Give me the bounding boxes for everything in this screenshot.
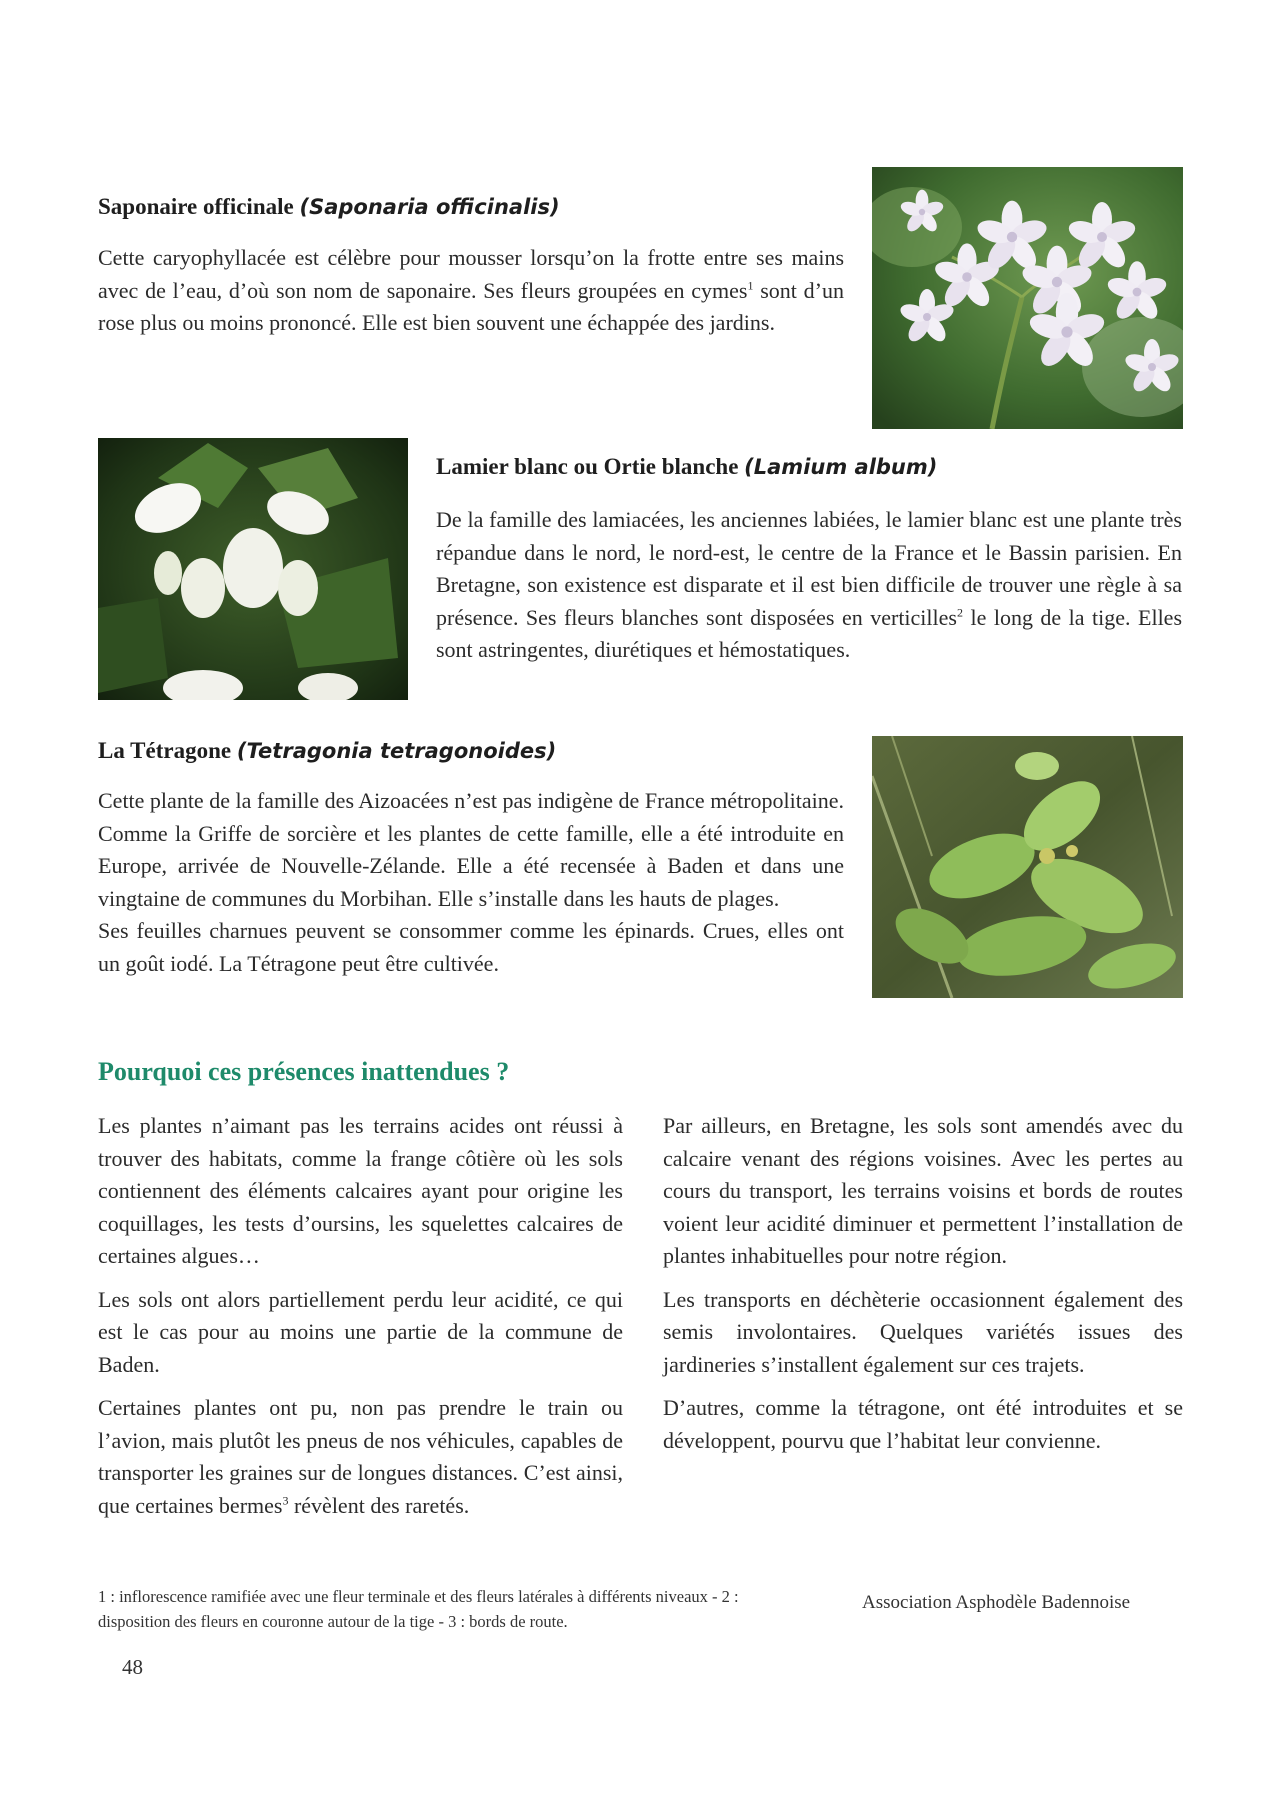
lamier-text-b: le long de la tige. Elles sont astringentes, diurétiques et hémostatiques. [436, 604, 1183, 662]
saponaire-text-b: sont d’un rose plus ou moins prononcé. Elle est bien souvent une échappée des jardins. [98, 277, 845, 335]
left-paragraph-3-text-b: révèlent des raretés. [288, 1492, 470, 1518]
tetragone-paragraph-2: Ses feuilles charnues peuvent se consommer comme les épinards. Crues, elles ont un goût iodé. La Tétragone peut être cultivée. [98, 918, 844, 976]
tetragone-paragraph-1: Cette plante de la famille des Aizoacées n’est pas indigène de France métropolitaine. Comme la Griffe de sorcière et les plantes de cette famille, elle a été introduite en Europe, arrivée de Nouvelle-Zélande. Elle a été recensée à Baden et dans une vingtaine de communes du Morbihan. Elle s’installe dans les hauts de plages. [98, 788, 844, 911]
footnote-ref-2: 2 [956, 605, 963, 620]
saponaire-title: Saponaire officinale [98, 194, 300, 219]
association-name: Association Asphodèle Badennoise [862, 1592, 1131, 1613]
lamier-heading [436, 454, 937, 480]
left-column [98, 1110, 623, 1533]
saponaire-photo [872, 167, 1183, 429]
right-column [663, 1110, 1183, 1468]
tetragone-photo [872, 736, 1183, 998]
right-paragraph-1: Par ailleurs, en Bretagne, les sols sont amendés avec du calcaire venant des régions voisines. Avec les pertes au cours du transport, les terrains voisins et bords de routes voient leur acidité diminuer et permettent l’installation de plantes inhabituelles pour notre région. [663, 1113, 1183, 1268]
tetragone-latin-name: (Tetragonia tetragonoides) [236, 739, 557, 763]
lamier-latin-name: (Lamium album) [744, 455, 938, 479]
left-paragraph-3-text-a: Certaines plantes ont pu, non pas prendre le train ou l’avion, mais plutôt les pneus de nos véhicules, capables de transporter les graines sur de longues distances. C’est ainsi, que certaines bermes [98, 1395, 623, 1518]
footnote-ref-1: 1 [747, 278, 754, 293]
right-paragraph-3: D’autres, comme la tétragone, ont été introduites et se développent, pourvu que l’habitat leur convienne. [663, 1395, 1183, 1453]
lamier-description [436, 504, 1182, 667]
saponaire-latin-name: (Saponaria officinalis) [299, 195, 560, 219]
lamier-photo [98, 438, 408, 700]
lamier-text-a: De la famille des lamiacées, les anciennes labiées, le lamier blanc est une plante très répandue dans le nord, le nord-est, le centre de la France et le Bassin parisien. En Bretagne, son existence est disparate et il est bien difficile de trouver une règle à sa présence. Ses fleurs blanches sont disposées en verticilles [436, 507, 1182, 630]
left-paragraph-3 [98, 1392, 623, 1522]
section-title: Pourquoi ces présences inattendues ? [98, 1057, 510, 1086]
footnotes: 1 : inflorescence ramifiée avec une fleur terminale et des fleurs latérales à différents niveaux - 2 : disposition des fleurs en couronne autour de la tige - 3 : bords de route. [98, 1587, 739, 1631]
footnote-ref-3: 3 [282, 1493, 289, 1508]
page-number: 48 [122, 1655, 143, 1679]
saponaire-text-a: Cette caryophyllacée est célèbre pour mousser lorsqu’on la frotte entre ses mains avec de l’eau, d’où son nom de saponaire. Ses fleurs groupées en cymes [98, 245, 844, 303]
tetragone-heading [98, 738, 556, 764]
tetragone-title: La Tétragone [98, 738, 237, 763]
tetragone-description [98, 785, 844, 980]
left-paragraph-2: Les sols ont alors partiellement perdu leur acidité, ce qui est le cas pour au moins une partie de la commune de Baden. [98, 1286, 623, 1377]
saponaire-heading [98, 194, 560, 220]
right-paragraph-2: Les transports en déchèterie occasionnent également des semis involontaires. Quelques variétés issues des jardineries s’installent également sur ces trajets. [663, 1286, 1183, 1377]
saponaire-description [98, 242, 844, 340]
left-paragraph-1: Les plantes n’aimant pas les terrains acides ont réussi à trouver des habitats, comme la frange côtière où les sols contiennent des éléments calcaires ayant pour origine les coquillages, les tests d’oursins, les squelettes calcaires de certaines algues… [98, 1113, 623, 1268]
lamier-title: Lamier blanc ou Ortie blanche [436, 454, 745, 479]
